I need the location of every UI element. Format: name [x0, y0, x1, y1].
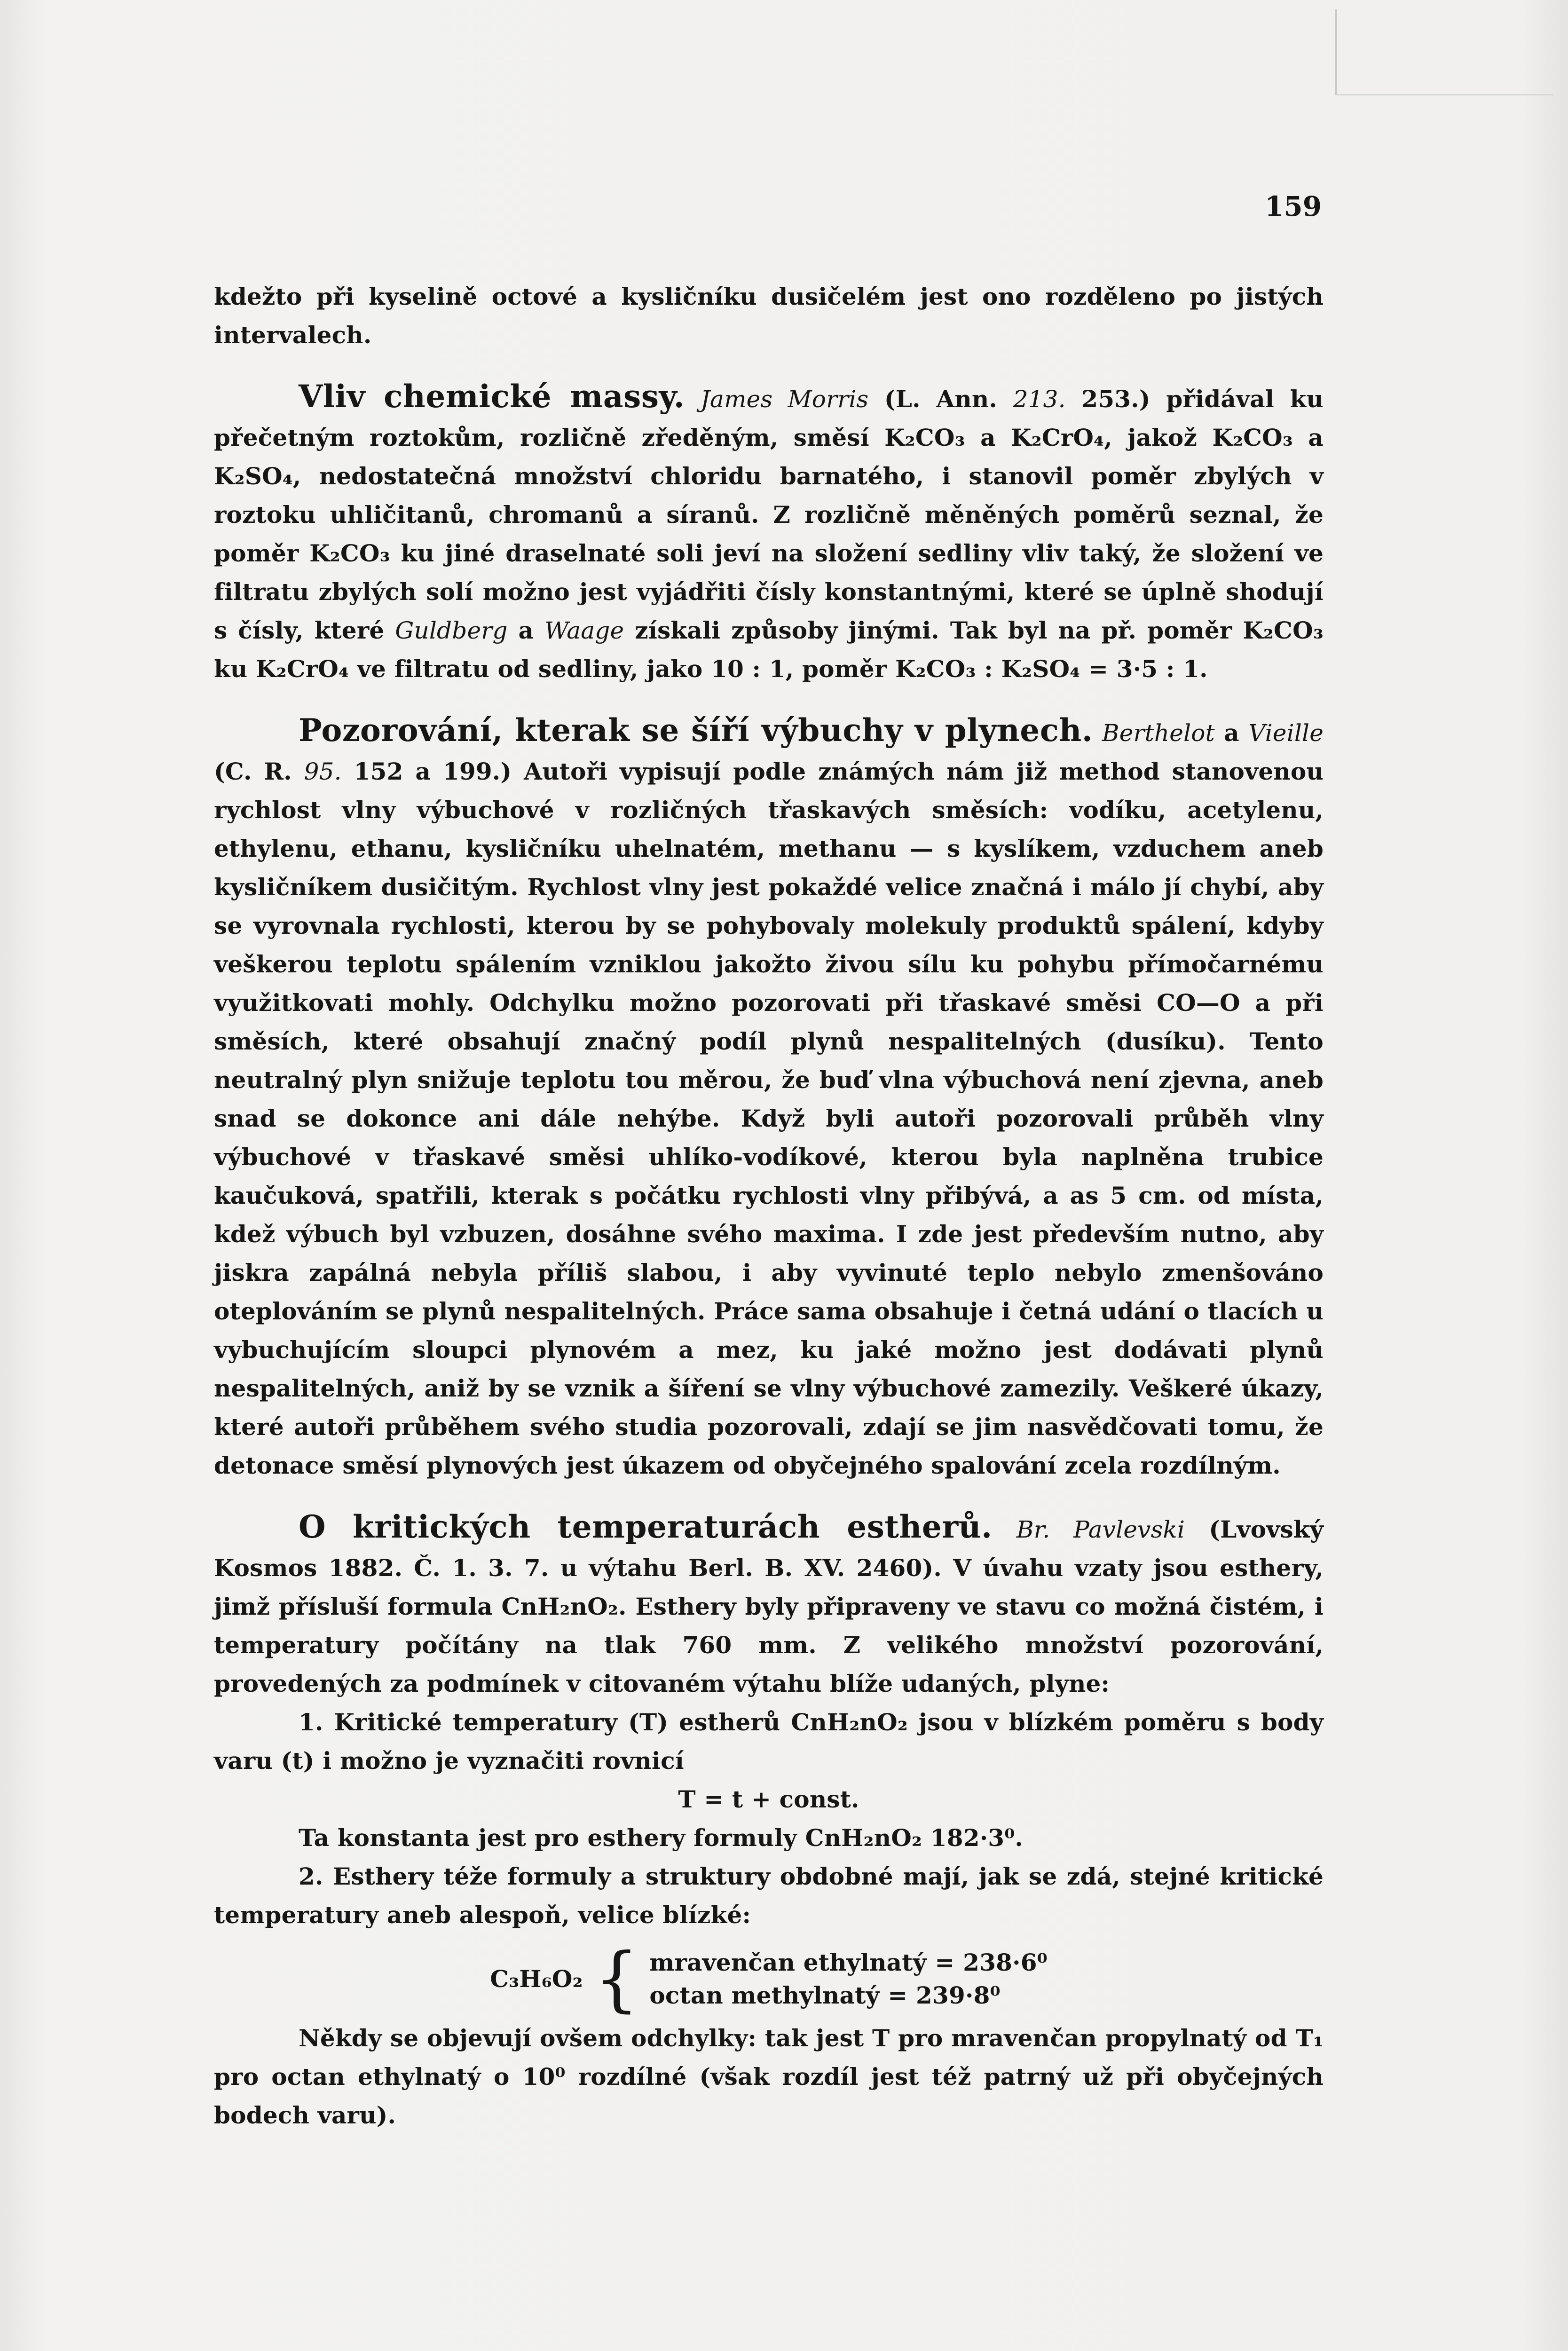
section3-point1: 1. Kritické temperatury (T) estherů CnH₂nO₂ jsou v blízkém poměru s body varu (t) i možno je vyznačiti rovnicí: [214, 1708, 1324, 1775]
section2-ref-a: (C. R.: [214, 757, 292, 785]
esther-pair-1: mravenčan ethylnatý = 238·6⁰: [649, 1949, 1048, 1976]
esther-pair-list: [649, 1946, 1047, 2012]
section3-text: V úvahu vzaty jsou esthery, jimž přísluší formula CnH₂nO₂. Esthery byly připraveny ve stavu co možná čistém, i temperatury počítány na tlak 760 mm. Z velikého množství pozorování, provedených za podmínek v citovaném výtahu blíže udaných, plyne:: [214, 1554, 1324, 1697]
esther-comparison: [214, 1938, 1324, 2020]
section-kriticke-temperatury: [214, 1507, 1324, 1703]
section1-name-guldberg: Guldberg: [395, 617, 508, 644]
section3-title: O kritických temperaturách estherů.: [299, 1508, 993, 1545]
esther-pair-2: octan methylnatý = 239·8⁰: [649, 1981, 1001, 2009]
section3-closing: Někdy se objevují ovšem odchylky: tak jest T pro mravenčan propylnatý od T₁ pro octan ethylnatý o 10⁰ rozdílné (však rozdíl jest též patrný už při obyčejných bodech varu).: [214, 2024, 1324, 2129]
section1-text-a: přidával ku přečetným roztokům, rozličně zředěným, směsí K₂CO₃ a K₂CrO₄, jakož K₂CO₃ a K₂SO₄, nedostatečná množství chloridu barnatého, i stanovil poměr zbylých v roztoku uhličitanů, chromanů a síranů. Z rozličně měněných poměrů seznal, že poměr K₂CO₃ ku jiné draselnaté soli jeví na složení sedliny vliv taký, že složení ve filtratu zbylých solí možno jest vyjádřiti čísly konstantnými, které se úplně shodují s čísly, které: [214, 385, 1324, 644]
section3-ref: (Lvovský Kosmos 1882. Č. 1. 3. 7. u výtahu Berl. B. XV. 2460).: [214, 1515, 1324, 1582]
section2-ref-volume: 95.: [304, 758, 342, 785]
section-pozorovani-vybuchy: [214, 711, 1324, 1485]
section1-title: Vliv chemické massy.: [299, 378, 685, 415]
section3-equation: T = t + const.: [678, 1785, 859, 1813]
section1-text-b: získali způsoby jinými. Tak byl na př. poměr K₂CO₃ ku K₂CrO₄ ve filtratu od sedliny, jako 10 : 1, poměr K₂CO₃ : K₂SO₄ = 3·5 : 1.: [214, 616, 1324, 683]
page-number: 159: [1265, 190, 1322, 222]
intro-paragraph: kdežto při kyselině octové a kysličníku dusičelém jest ono rozděleno po jistých intervalech.: [214, 283, 1324, 349]
section2-text: Autoři vypisují podle známých nám již method stanovenou rychlost vlny výbuchové v rozličných třaskavých směsích: vodíku, acetylenu, ethylenu, ethanu, kysličníku uhelnatém, methanu — s kyslíkem, vzduchem aneb kysličníkem dusičitým. Rychlost vlny jest pokaždé velice značná i málo jí chybí, aby se vyrovnala rychlosti, kterou by se pohybovaly molekuly produktů spálení, kdyby veškerou teplotu spálením vzniklou jakožto živou sílu ku pohybu přímočarnému využitkovati mohly. Odchylku možno pozorovati při třaskavé směsi CO—O a při směsích, které obsahují značný podíl plynů nespalitelných (dusíku). Tento neutralný plyn snižuje teplotu tou měrou, že buď vlna výbuchová není zjevna, aneb snad se dokonce ani dále nehýbe. Když byli autoři pozorovali průběh vlny výbuchové v třaskavé směsi uhlíko-vodíkové, kterou byla naplněna trubice kaučuková, spatřili, kterak s počátku rychlosti vlny přibývá, a as 5 cm. od místa, kdež výbuch byl vzbuzen, dosáhne svého maxima. I zde jest především nutno, aby jiskra zapálná nebyla příliš slabou, i aby vyvinuté teplo nebylo zmenšováno oteplováním se plynů nespalitelných. Práce sama obsahuje i četná udání o tlacích u vybuchujícím sloupci plynovém a mez, ku jaké možno jest dodávati plynů nespalitelných, aniž by se vznik a šíření se vlny výbuchové zamezily. Veškeré úkazy, které autoři průběhem svého studia pozorovali, zdají se jim nasvědčovati tomu, že detonace směsí plynových jest úkazem od obyčejného spalování zcela rozdílným.: [214, 757, 1324, 1479]
section2-and: a: [1224, 719, 1239, 747]
section1-ref-a: (L. Ann.: [884, 385, 998, 413]
section1-author: James Morris: [700, 386, 869, 413]
section1-ref-b: 253.): [1081, 385, 1150, 413]
curly-brace: {: [594, 1938, 639, 2020]
section2-title: Pozorování, kterak se šíří výbuchy v plynech.: [299, 712, 1093, 749]
page-body: [214, 277, 1324, 2135]
section-vliv-chemicke-massy: [214, 377, 1324, 688]
section1-ref-volume: 213.: [1013, 386, 1066, 413]
section2-author-vieille: Vieille: [1248, 719, 1324, 747]
section3-constant: Ta konstanta jest pro esthery formuly CnH₂nO₂ 182·3⁰.: [299, 1824, 1023, 1852]
section3-author: Br. Pavlevski: [1016, 1516, 1185, 1543]
section3-point2: 2. Esthery téže formuly a struktury obdobné mají, jak se zdá, stejné kritické temperatury aneb alespoň, velice blízké:: [214, 1862, 1324, 1929]
scan-corner-mark: [1335, 9, 1553, 95]
section2-author-berthelot: Berthelot: [1102, 719, 1215, 747]
section1-name-waage: Waage: [544, 617, 624, 644]
section1-and: a: [518, 616, 534, 644]
section2-ref-b: 152 a 199.): [354, 757, 512, 785]
esther-formula: C₃H₆O₂: [490, 1965, 583, 1993]
